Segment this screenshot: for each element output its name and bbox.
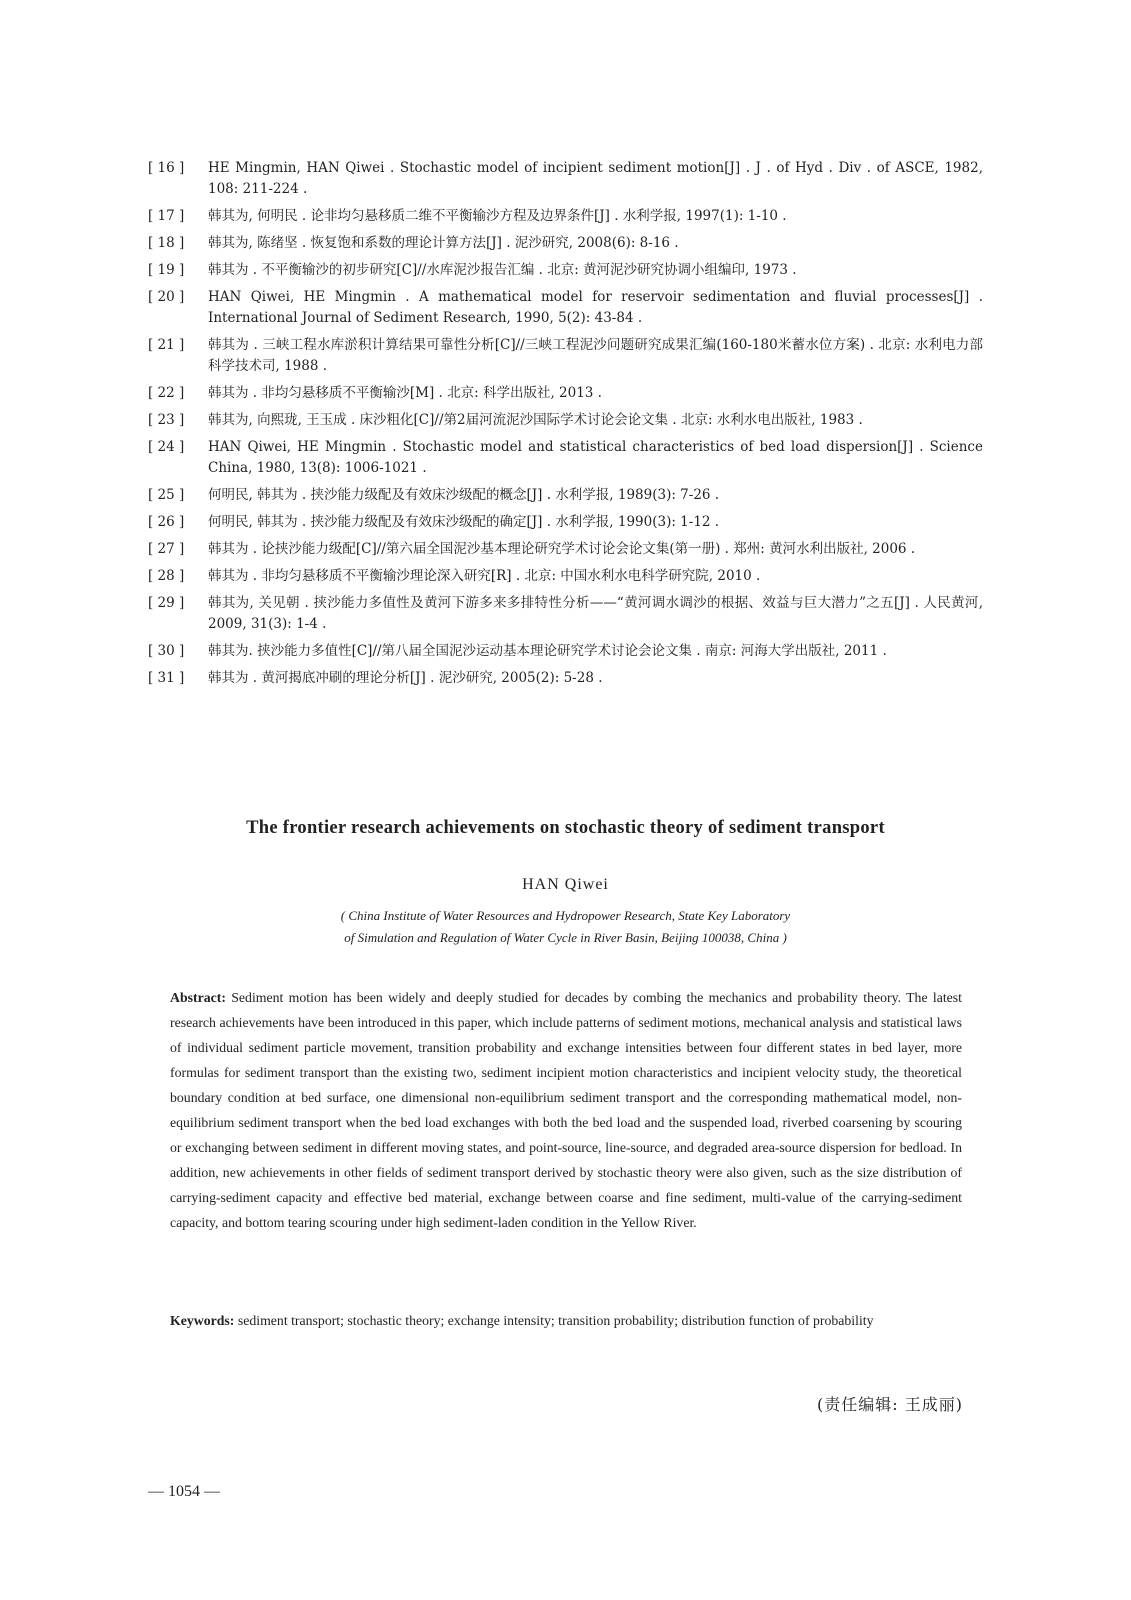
reference-item: [148, 335, 983, 377]
reference-number: [ 19 ]: [148, 262, 185, 278]
reference-item: [148, 260, 983, 281]
reference-item: [148, 437, 983, 479]
reference-number: [ 28 ]: [148, 568, 185, 584]
abstract-text: Sediment motion has been widely and deeply studied for decades by combing the mechanics and probability theory. The latest research achievements have been introduced in this paper, which include patterns of sediment motions, mechanical analysis and statistical laws of individual sediment particle movement, transition probability and exchange intensities between four different states in bed layer, more formulas for sediment transport than the existing two, sediment incipient motion characteristics and incipient velocity study, the theoretical boundary condition at bed surface, one dimensional non-equilibrium sediment transport and the corresponding mathematical model, non-equilibrium sediment transport when the bed load exchanges with both the bed load and the suspended load, riverbed coarsening by scouring or exchanging between sediment in different moving states, and point-source, line-source, and degraded area-source dispersion for bedload. In addition, new achievements in other fields of sediment transport derived by stochastic theory were also given, such as the size distribution of carrying-sediment capacity and effective bed material, exchange between coarse and fine sediment, multi-value of the carrying-sediment capacity, and bottom tearing scouring under high sediment-laden condition in the Yellow River.: [170, 990, 962, 1230]
reference-text: 韩其为. 挟沙能力多值性[C]//第八届全国泥沙运动基本理论研究学术讨论会论文集 . 南京: 河海大学出版社, 2011 .: [208, 643, 887, 659]
affiliation: [0, 905, 1131, 949]
reference-item: [148, 668, 983, 689]
abstract: [170, 985, 962, 1235]
reference-text: 韩其为, 陈绪坚 . 恢复饱和系数的理论计算方法[J] . 泥沙研究, 2008(6): 8-16 .: [208, 235, 679, 251]
keywords: [170, 1308, 962, 1333]
author-name: HAN Qiwei: [522, 876, 609, 893]
reference-item: [148, 287, 983, 329]
keywords-label: Keywords:: [170, 1313, 235, 1328]
reference-text: 韩其为, 关见朝 . 挟沙能力多值性及黄河下游多来多排特性分析——“黄河调水调沙的根据、效益与巨大潜力”之五[J] . 人民黄河, 2009, 31(3): 1-4 .: [208, 595, 983, 632]
reference-text: 韩其为, 何明民 . 论非均匀悬移质二维不平衡输沙方程及边界条件[J] . 水利学报, 1997(1): 1-10 .: [208, 208, 787, 224]
reference-text: 韩其为 . 黄河揭底冲刷的理论分析[J] . 泥沙研究, 2005(2): 5-28 .: [208, 670, 603, 686]
abstract-label: Abstract:: [170, 990, 226, 1005]
affiliation-line: of Simulation and Regulation of Water Cycle in River Basin, Beijing 100038, China ): [344, 930, 787, 945]
reference-number: [ 22 ]: [148, 385, 185, 401]
reference-number: [ 23 ]: [148, 412, 185, 428]
reference-number: [ 30 ]: [148, 643, 185, 659]
reference-text: HAN Qiwei, HE Mingmin . A mathematical model for reservoir sedimentation and fluvial processes[J] . International Journal of Sediment Research, 1990, 5(2): 43-84 .: [208, 289, 983, 326]
reference-item: [148, 410, 983, 431]
reference-item: [148, 539, 983, 560]
editor-note: (责任编辑: 王成丽): [817, 1395, 963, 1414]
reference-text: 韩其为 . 三峡工程水库淤积计算结果可靠性分析[C]//三峡工程泥沙问题研究成果汇编(160-180米蓄水位方案) . 北京: 水利电力部科学技术司, 1988 .: [208, 337, 983, 374]
reference-text: 韩其为, 向熙珑, 王玉成 . 床沙粗化[C]//第2届河流泥沙国际学术讨论会论文集 . 北京: 水利水电出版社, 1983 .: [208, 412, 863, 428]
reference-item: [148, 206, 983, 227]
affiliation-line: ( China Institute of Water Resources and Hydropower Research, State Key Laboratory: [340, 908, 791, 923]
reference-item: [148, 485, 983, 506]
reference-item: [148, 512, 983, 533]
reference-text: 韩其为 . 不平衡输沙的初步研究[C]//水库泥沙报告汇编 . 北京: 黄河泥沙研究协调小组编印, 1973 .: [208, 262, 797, 278]
english-title: The frontier research achievements on stochastic theory of sediment transport: [246, 818, 885, 838]
reference-number: [ 25 ]: [148, 487, 185, 503]
reference-text: 何明民, 韩其为 . 挟沙能力级配及有效床沙级配的概念[J] . 水利学报, 1989(3): 7-26 .: [208, 487, 720, 503]
reference-text: 韩其为 . 非均匀悬移质不平衡输沙理论深入研究[R] . 北京: 中国水利水电科学研究院, 2010 .: [208, 568, 761, 584]
reference-item: [148, 593, 983, 635]
reference-number: [ 27 ]: [148, 541, 185, 557]
reference-number: [ 24 ]: [148, 439, 185, 455]
page-number: — 1054 —: [148, 1483, 220, 1500]
reference-number: [ 16 ]: [148, 160, 185, 176]
reference-item: [148, 158, 983, 200]
keywords-text: sediment transport; stochastic theory; exchange intensity; transition probability; distribution function of probability: [234, 1313, 874, 1328]
reference-text: 韩其为 . 论挟沙能力级配[C]//第六届全国泥沙基本理论研究学术讨论会论文集(第一册) . 郑州: 黄河水利出版社, 2006 .: [208, 541, 916, 557]
reference-list: [148, 158, 983, 695]
reference-item: [148, 383, 983, 404]
reference-text: 何明民, 韩其为 . 挟沙能力级配及有效床沙级配的确定[J] . 水利学报, 1990(3): 1-12 .: [208, 514, 720, 530]
reference-text: 韩其为 . 非均匀悬移质不平衡输沙[M] . 北京: 科学出版社, 2013 .: [208, 385, 602, 401]
reference-number: [ 31 ]: [148, 670, 185, 686]
reference-number: [ 17 ]: [148, 208, 185, 224]
reference-item: [148, 641, 983, 662]
reference-number: [ 26 ]: [148, 514, 185, 530]
reference-item: [148, 233, 983, 254]
reference-number: [ 21 ]: [148, 337, 185, 353]
reference-text: HAN Qiwei, HE Mingmin . Stochastic model and statistical characteristics of bed load dispersion[J] . Science China, 1980, 13(8): 1006-1021 .: [208, 439, 983, 476]
reference-item: [148, 566, 983, 587]
reference-text: HE Mingmin, HAN Qiwei . Stochastic model of incipient sediment motion[J] . J . of Hyd . Div . of ASCE, 1982, 108: 211-224 .: [208, 160, 983, 197]
reference-number: [ 18 ]: [148, 235, 185, 251]
reference-number: [ 29 ]: [148, 595, 185, 611]
reference-number: [ 20 ]: [148, 289, 185, 305]
